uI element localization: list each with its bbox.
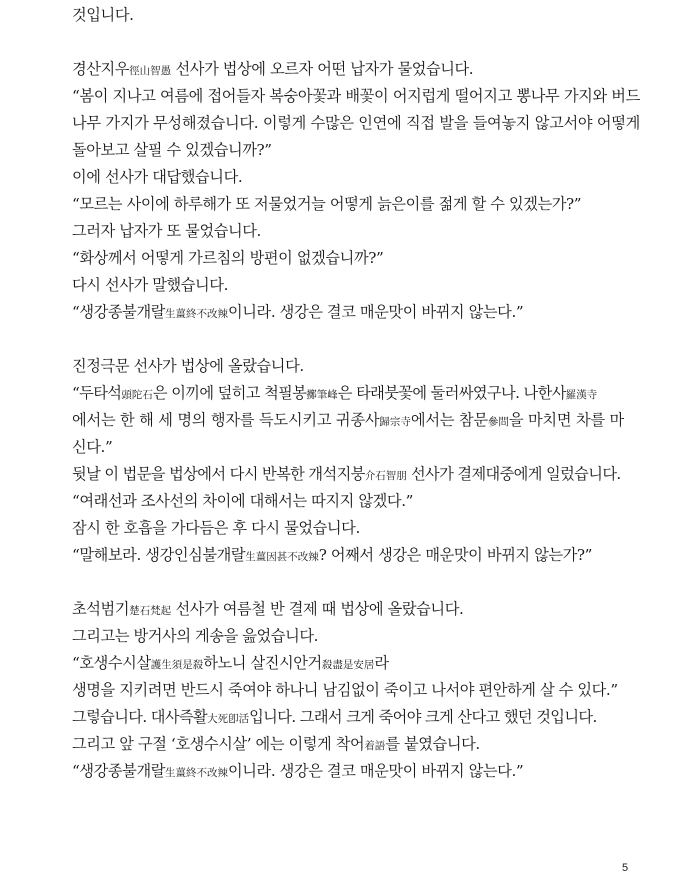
text-line: 신다.” bbox=[72, 438, 113, 456]
text-line: 이에 선사가 대답했습니다. bbox=[72, 168, 243, 186]
text-line: 그리고 앞 구절 ‘호생수시살’ 에는 이렇게 착어着語를 붙였습니다. bbox=[72, 735, 480, 753]
text-line: “두타석頭陀石은 이끼에 덮히고 척필봉擲筆峰은 타래붓꽃에 둘러싸였구나. 나한사羅漢寺 bbox=[72, 384, 598, 402]
text-line: 진정극문 선사가 법상에 올랐습니다. bbox=[72, 357, 304, 375]
text-line: 그렇습니다. 대사즉활大死卽活입니다. 그래서 크게 죽어야 크게 산다고 했던 것입니다. bbox=[72, 708, 597, 726]
text-line: 다시 선사가 말했습니다. bbox=[72, 276, 228, 294]
text-line: “모르는 사이에 하루해가 또 저물었거늘 어떻게 늙은이를 젊게 할 수 있겠는가?” bbox=[72, 195, 582, 213]
text-line: 잠시 한 호흡을 가다듬은 후 다시 물었습니다. bbox=[72, 519, 360, 537]
text-line: “생강종불개랄生薑終不改辣이니라. 생강은 결코 매운맛이 바뀌지 않는다.” bbox=[72, 303, 524, 321]
text-line: “봄이 지나고 여름에 접어들자 복숭아꽃과 배꽃이 어지럽게 떨어지고 뽕나무 가지와 버드 bbox=[72, 87, 640, 105]
text-line: 경산지우徑山智愚 선사가 법상에 오르자 어떤 납자가 물었습니다. bbox=[72, 60, 474, 78]
text-line: 초석범기楚石梵起 선사가 여름철 반 결제 때 법상에 올랐습니다. bbox=[72, 600, 464, 618]
text-line: 그리고는 방거사의 게송을 읊었습니다. bbox=[72, 627, 319, 645]
text-line: 생명을 지키려면 반드시 죽여야 하나니 남김없이 죽이고 나서야 편안하게 살 수 있다.” bbox=[72, 681, 618, 699]
text-line: “호생수시살護生須是殺하노니 살진시안거殺盡是安居라 bbox=[72, 654, 389, 672]
text-line: 뒷날 이 법문을 법상에서 다시 반복한 개석지붕介石智朋 선사가 결제대중에게 일렀습니다. bbox=[72, 465, 621, 483]
text-line: 돌아보고 살필 수 있겠습니까?” bbox=[72, 141, 272, 159]
page-number: 5 bbox=[622, 862, 629, 874]
text-line: “화상께서 어떻게 가르침의 방편이 없겠습니까?” bbox=[72, 249, 384, 267]
text-line: “말해보라. 생강인심불개랄生薑因甚不改辣? 어째서 생강은 매운맛이 바뀌지 않는가?” bbox=[72, 546, 593, 564]
text-line: 나무 가지가 무성해졌습니다. 이렇게 수많은 인연에 직접 발을 들여놓지 않고서야 어떻게 bbox=[72, 114, 641, 132]
text-line: “여래선과 조사선의 차이에 대해서는 따지지 않겠다.” bbox=[72, 492, 413, 510]
text-line: 그러자 납자가 또 물었습니다. bbox=[72, 222, 261, 240]
text-line: 것입니다. bbox=[72, 6, 134, 24]
text-line: “생강종불개랄生薑終不改辣이니라. 생강은 결코 매운맛이 바뀌지 않는다.” bbox=[72, 762, 524, 780]
text-line: 에서는 한 해 세 명의 행자를 득도시키고 귀종사歸宗寺에서는 참문參問을 마치면 차를 마 bbox=[72, 411, 625, 429]
